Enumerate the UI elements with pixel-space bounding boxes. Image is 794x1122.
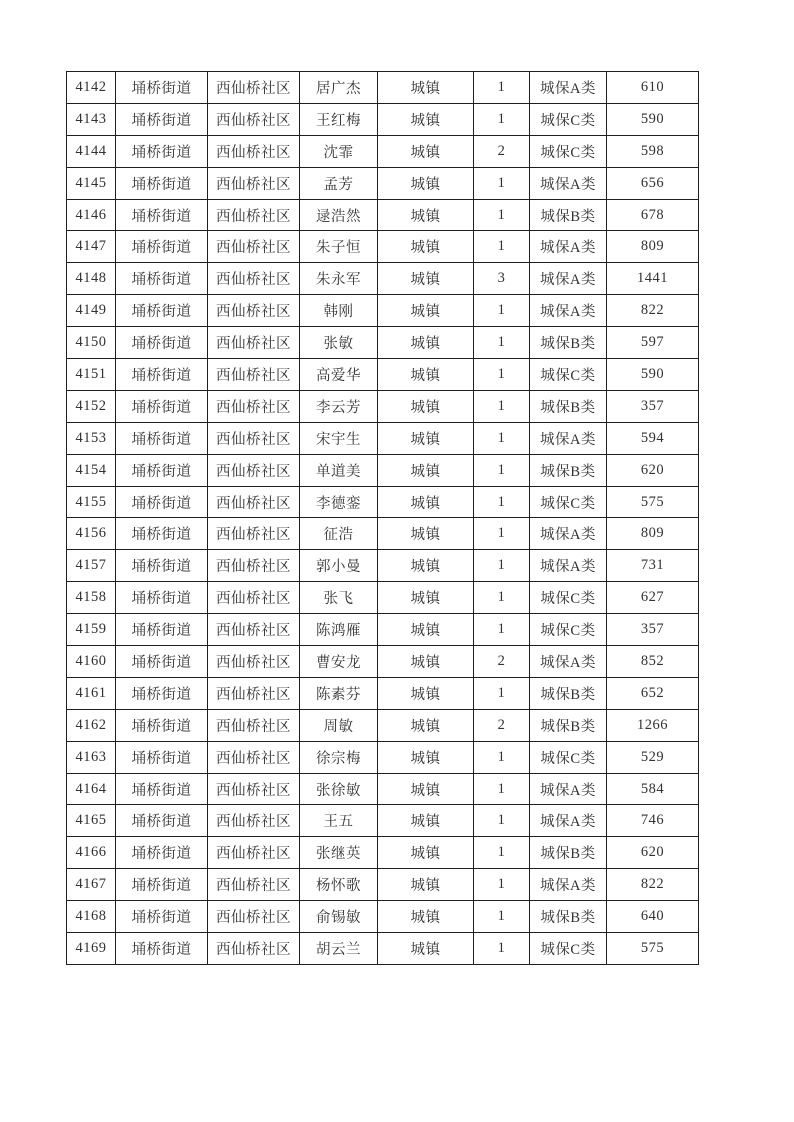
cell-community: 西仙桥社区 bbox=[208, 359, 300, 391]
table-row bbox=[67, 582, 699, 614]
cell-community: 西仙桥社区 bbox=[208, 550, 300, 582]
cell-street: 埇桥街道 bbox=[116, 550, 208, 582]
cell-category: 城保C类 bbox=[530, 933, 607, 965]
cell-street: 埇桥街道 bbox=[116, 805, 208, 837]
cell-street: 埇桥街道 bbox=[116, 518, 208, 550]
cell-area-type: 城镇 bbox=[378, 805, 474, 837]
cell-serial: 4144 bbox=[67, 135, 116, 167]
cell-category: 城保B类 bbox=[530, 677, 607, 709]
cell-person-count: 1 bbox=[474, 933, 530, 965]
cell-community: 西仙桥社区 bbox=[208, 582, 300, 614]
cell-amount: 594 bbox=[607, 422, 699, 454]
table-row bbox=[67, 103, 699, 135]
cell-serial: 4142 bbox=[67, 72, 116, 104]
cell-serial: 4147 bbox=[67, 231, 116, 263]
cell-person-count: 1 bbox=[474, 837, 530, 869]
cell-area-type: 城镇 bbox=[378, 550, 474, 582]
cell-street: 埇桥街道 bbox=[116, 869, 208, 901]
cell-amount: 731 bbox=[607, 550, 699, 582]
table-row bbox=[67, 199, 699, 231]
cell-serial: 4152 bbox=[67, 390, 116, 422]
table-row bbox=[67, 167, 699, 199]
cell-street: 埇桥街道 bbox=[116, 231, 208, 263]
cell-street: 埇桥街道 bbox=[116, 901, 208, 933]
cell-street: 埇桥街道 bbox=[116, 263, 208, 295]
cell-area-type: 城镇 bbox=[378, 263, 474, 295]
cell-community: 西仙桥社区 bbox=[208, 805, 300, 837]
cell-community: 西仙桥社区 bbox=[208, 933, 300, 965]
cell-area-type: 城镇 bbox=[378, 103, 474, 135]
cell-amount: 590 bbox=[607, 359, 699, 391]
cell-serial: 4150 bbox=[67, 327, 116, 359]
cell-category: 城保A类 bbox=[530, 263, 607, 295]
cell-person-name: 李德銮 bbox=[300, 486, 378, 518]
cell-amount: 357 bbox=[607, 390, 699, 422]
table-row bbox=[67, 869, 699, 901]
cell-community: 西仙桥社区 bbox=[208, 869, 300, 901]
cell-amount: 678 bbox=[607, 199, 699, 231]
cell-person-name: 徐宗梅 bbox=[300, 741, 378, 773]
cell-person-count: 1 bbox=[474, 773, 530, 805]
cell-person-count: 1 bbox=[474, 422, 530, 454]
cell-area-type: 城镇 bbox=[378, 901, 474, 933]
cell-street: 埇桥街道 bbox=[116, 327, 208, 359]
cell-person-name: 张敏 bbox=[300, 327, 378, 359]
table-row bbox=[67, 72, 699, 104]
table-row bbox=[67, 709, 699, 741]
cell-street: 埇桥街道 bbox=[116, 135, 208, 167]
cell-area-type: 城镇 bbox=[378, 135, 474, 167]
cell-serial: 4156 bbox=[67, 518, 116, 550]
table-body bbox=[67, 72, 699, 965]
cell-category: 城保B类 bbox=[530, 837, 607, 869]
cell-street: 埇桥街道 bbox=[116, 582, 208, 614]
cell-street: 埇桥街道 bbox=[116, 773, 208, 805]
cell-person-count: 1 bbox=[474, 390, 530, 422]
table-row bbox=[67, 773, 699, 805]
cell-category: 城保A类 bbox=[530, 550, 607, 582]
cell-person-name: 逯浩然 bbox=[300, 199, 378, 231]
cell-area-type: 城镇 bbox=[378, 454, 474, 486]
cell-street: 埇桥街道 bbox=[116, 199, 208, 231]
table-row bbox=[67, 359, 699, 391]
cell-serial: 4169 bbox=[67, 933, 116, 965]
cell-amount: 590 bbox=[607, 103, 699, 135]
cell-community: 西仙桥社区 bbox=[208, 646, 300, 678]
cell-person-name: 孟芳 bbox=[300, 167, 378, 199]
cell-person-count: 1 bbox=[474, 518, 530, 550]
table-row bbox=[67, 295, 699, 327]
table-row bbox=[67, 550, 699, 582]
cell-person-count: 1 bbox=[474, 869, 530, 901]
cell-area-type: 城镇 bbox=[378, 741, 474, 773]
cell-area-type: 城镇 bbox=[378, 614, 474, 646]
cell-person-count: 1 bbox=[474, 167, 530, 199]
cell-street: 埇桥街道 bbox=[116, 709, 208, 741]
table-row bbox=[67, 390, 699, 422]
cell-area-type: 城镇 bbox=[378, 518, 474, 550]
cell-community: 西仙桥社区 bbox=[208, 677, 300, 709]
cell-category: 城保B类 bbox=[530, 901, 607, 933]
cell-person-count: 1 bbox=[474, 103, 530, 135]
cell-person-name: 周敏 bbox=[300, 709, 378, 741]
cell-serial: 4143 bbox=[67, 103, 116, 135]
cell-person-count: 3 bbox=[474, 263, 530, 295]
cell-person-name: 张徐敏 bbox=[300, 773, 378, 805]
cell-person-count: 1 bbox=[474, 550, 530, 582]
cell-category: 城保B类 bbox=[530, 709, 607, 741]
table-row bbox=[67, 422, 699, 454]
cell-area-type: 城镇 bbox=[378, 677, 474, 709]
cell-person-count: 1 bbox=[474, 582, 530, 614]
cell-area-type: 城镇 bbox=[378, 869, 474, 901]
cell-serial: 4153 bbox=[67, 422, 116, 454]
cell-person-name: 曹安龙 bbox=[300, 646, 378, 678]
cell-area-type: 城镇 bbox=[378, 582, 474, 614]
cell-area-type: 城镇 bbox=[378, 837, 474, 869]
cell-amount: 575 bbox=[607, 486, 699, 518]
cell-serial: 4159 bbox=[67, 614, 116, 646]
cell-category: 城保C类 bbox=[530, 741, 607, 773]
cell-person-count: 2 bbox=[474, 646, 530, 678]
cell-person-name: 俞锡敏 bbox=[300, 901, 378, 933]
cell-person-name: 朱永军 bbox=[300, 263, 378, 295]
cell-person-name: 王红梅 bbox=[300, 103, 378, 135]
cell-area-type: 城镇 bbox=[378, 327, 474, 359]
cell-amount: 627 bbox=[607, 582, 699, 614]
cell-person-name: 沈霏 bbox=[300, 135, 378, 167]
cell-category: 城保B类 bbox=[530, 199, 607, 231]
cell-area-type: 城镇 bbox=[378, 933, 474, 965]
table-row bbox=[67, 837, 699, 869]
cell-area-type: 城镇 bbox=[378, 422, 474, 454]
cell-serial: 4157 bbox=[67, 550, 116, 582]
cell-community: 西仙桥社区 bbox=[208, 199, 300, 231]
cell-person-count: 1 bbox=[474, 614, 530, 646]
cell-person-count: 1 bbox=[474, 454, 530, 486]
cell-amount: 822 bbox=[607, 869, 699, 901]
cell-serial: 4154 bbox=[67, 454, 116, 486]
table-row bbox=[67, 933, 699, 965]
cell-person-name: 张飞 bbox=[300, 582, 378, 614]
cell-community: 西仙桥社区 bbox=[208, 709, 300, 741]
cell-person-name: 陈鸿雁 bbox=[300, 614, 378, 646]
cell-community: 西仙桥社区 bbox=[208, 518, 300, 550]
cell-street: 埇桥街道 bbox=[116, 359, 208, 391]
cell-community: 西仙桥社区 bbox=[208, 422, 300, 454]
cell-person-count: 1 bbox=[474, 901, 530, 933]
cell-amount: 584 bbox=[607, 773, 699, 805]
cell-area-type: 城镇 bbox=[378, 231, 474, 263]
cell-street: 埇桥街道 bbox=[116, 741, 208, 773]
cell-person-name: 居广杰 bbox=[300, 72, 378, 104]
cell-category: 城保A类 bbox=[530, 422, 607, 454]
cell-amount: 529 bbox=[607, 741, 699, 773]
cell-community: 西仙桥社区 bbox=[208, 135, 300, 167]
cell-area-type: 城镇 bbox=[378, 709, 474, 741]
cell-person-count: 1 bbox=[474, 741, 530, 773]
cell-area-type: 城镇 bbox=[378, 72, 474, 104]
cell-category: 城保A类 bbox=[530, 231, 607, 263]
cell-category: 城保A类 bbox=[530, 869, 607, 901]
cell-community: 西仙桥社区 bbox=[208, 614, 300, 646]
cell-person-name: 杨怀歌 bbox=[300, 869, 378, 901]
cell-serial: 4148 bbox=[67, 263, 116, 295]
cell-serial: 4146 bbox=[67, 199, 116, 231]
cell-category: 城保A类 bbox=[530, 167, 607, 199]
cell-person-name: 胡云兰 bbox=[300, 933, 378, 965]
cell-serial: 4158 bbox=[67, 582, 116, 614]
cell-serial: 4164 bbox=[67, 773, 116, 805]
cell-community: 西仙桥社区 bbox=[208, 295, 300, 327]
cell-street: 埇桥街道 bbox=[116, 646, 208, 678]
cell-person-count: 1 bbox=[474, 231, 530, 263]
cell-community: 西仙桥社区 bbox=[208, 837, 300, 869]
cell-amount: 652 bbox=[607, 677, 699, 709]
cell-community: 西仙桥社区 bbox=[208, 486, 300, 518]
benefits-table bbox=[66, 71, 699, 965]
table-row bbox=[67, 901, 699, 933]
cell-serial: 4162 bbox=[67, 709, 116, 741]
cell-person-name: 朱子恒 bbox=[300, 231, 378, 263]
cell-category: 城保C类 bbox=[530, 359, 607, 391]
cell-amount: 620 bbox=[607, 454, 699, 486]
cell-area-type: 城镇 bbox=[378, 486, 474, 518]
cell-street: 埇桥街道 bbox=[116, 614, 208, 646]
cell-person-count: 2 bbox=[474, 709, 530, 741]
cell-serial: 4167 bbox=[67, 869, 116, 901]
cell-community: 西仙桥社区 bbox=[208, 741, 300, 773]
cell-amount: 620 bbox=[607, 837, 699, 869]
cell-street: 埇桥街道 bbox=[116, 486, 208, 518]
cell-serial: 4151 bbox=[67, 359, 116, 391]
cell-person-name: 王五 bbox=[300, 805, 378, 837]
cell-community: 西仙桥社区 bbox=[208, 263, 300, 295]
table-row bbox=[67, 646, 699, 678]
cell-street: 埇桥街道 bbox=[116, 677, 208, 709]
cell-category: 城保A类 bbox=[530, 295, 607, 327]
cell-serial: 4168 bbox=[67, 901, 116, 933]
cell-person-name: 韩刚 bbox=[300, 295, 378, 327]
table-row bbox=[67, 231, 699, 263]
cell-person-count: 1 bbox=[474, 805, 530, 837]
cell-amount: 598 bbox=[607, 135, 699, 167]
cell-area-type: 城镇 bbox=[378, 646, 474, 678]
cell-category: 城保A类 bbox=[530, 805, 607, 837]
table-row bbox=[67, 327, 699, 359]
table-row bbox=[67, 677, 699, 709]
cell-amount: 640 bbox=[607, 901, 699, 933]
cell-community: 西仙桥社区 bbox=[208, 901, 300, 933]
cell-category: 城保A类 bbox=[530, 518, 607, 550]
cell-category: 城保A类 bbox=[530, 646, 607, 678]
cell-person-count: 1 bbox=[474, 327, 530, 359]
cell-category: 城保B类 bbox=[530, 454, 607, 486]
table-row bbox=[67, 454, 699, 486]
cell-category: 城保C类 bbox=[530, 103, 607, 135]
cell-area-type: 城镇 bbox=[378, 167, 474, 199]
table-row bbox=[67, 614, 699, 646]
cell-serial: 4166 bbox=[67, 837, 116, 869]
cell-street: 埇桥街道 bbox=[116, 454, 208, 486]
table-row bbox=[67, 518, 699, 550]
cell-person-name: 陈素芬 bbox=[300, 677, 378, 709]
cell-street: 埇桥街道 bbox=[116, 167, 208, 199]
cell-amount: 610 bbox=[607, 72, 699, 104]
cell-category: 城保B类 bbox=[530, 390, 607, 422]
cell-amount: 656 bbox=[607, 167, 699, 199]
cell-category: 城保A类 bbox=[530, 72, 607, 104]
cell-amount: 809 bbox=[607, 231, 699, 263]
cell-community: 西仙桥社区 bbox=[208, 72, 300, 104]
cell-street: 埇桥街道 bbox=[116, 422, 208, 454]
cell-amount: 822 bbox=[607, 295, 699, 327]
cell-area-type: 城镇 bbox=[378, 359, 474, 391]
cell-amount: 809 bbox=[607, 518, 699, 550]
cell-amount: 575 bbox=[607, 933, 699, 965]
cell-category: 城保A类 bbox=[530, 773, 607, 805]
cell-amount: 357 bbox=[607, 614, 699, 646]
cell-person-name: 郭小曼 bbox=[300, 550, 378, 582]
table-row bbox=[67, 486, 699, 518]
cell-street: 埇桥街道 bbox=[116, 295, 208, 327]
cell-amount: 852 bbox=[607, 646, 699, 678]
cell-street: 埇桥街道 bbox=[116, 390, 208, 422]
cell-person-name: 单道美 bbox=[300, 454, 378, 486]
table-row bbox=[67, 805, 699, 837]
cell-area-type: 城镇 bbox=[378, 390, 474, 422]
cell-category: 城保C类 bbox=[530, 614, 607, 646]
cell-amount: 746 bbox=[607, 805, 699, 837]
cell-person-name: 高爱华 bbox=[300, 359, 378, 391]
cell-person-name: 宋宇生 bbox=[300, 422, 378, 454]
cell-community: 西仙桥社区 bbox=[208, 454, 300, 486]
cell-person-count: 1 bbox=[474, 677, 530, 709]
cell-category: 城保C类 bbox=[530, 135, 607, 167]
cell-community: 西仙桥社区 bbox=[208, 103, 300, 135]
cell-category: 城保C类 bbox=[530, 486, 607, 518]
table-row bbox=[67, 263, 699, 295]
cell-serial: 4145 bbox=[67, 167, 116, 199]
cell-serial: 4165 bbox=[67, 805, 116, 837]
cell-person-count: 2 bbox=[474, 135, 530, 167]
cell-person-name: 征浩 bbox=[300, 518, 378, 550]
cell-amount: 1441 bbox=[607, 263, 699, 295]
cell-street: 埇桥街道 bbox=[116, 933, 208, 965]
table-row bbox=[67, 741, 699, 773]
cell-person-name: 李云芳 bbox=[300, 390, 378, 422]
cell-person-count: 1 bbox=[474, 295, 530, 327]
cell-community: 西仙桥社区 bbox=[208, 390, 300, 422]
cell-street: 埇桥街道 bbox=[116, 103, 208, 135]
cell-street: 埇桥街道 bbox=[116, 837, 208, 869]
table-row bbox=[67, 135, 699, 167]
cell-area-type: 城镇 bbox=[378, 295, 474, 327]
cell-area-type: 城镇 bbox=[378, 773, 474, 805]
cell-serial: 4155 bbox=[67, 486, 116, 518]
cell-serial: 4163 bbox=[67, 741, 116, 773]
cell-person-name: 张继英 bbox=[300, 837, 378, 869]
cell-community: 西仙桥社区 bbox=[208, 231, 300, 263]
cell-person-count: 1 bbox=[474, 72, 530, 104]
cell-community: 西仙桥社区 bbox=[208, 327, 300, 359]
cell-person-count: 1 bbox=[474, 486, 530, 518]
cell-serial: 4149 bbox=[67, 295, 116, 327]
cell-community: 西仙桥社区 bbox=[208, 773, 300, 805]
cell-street: 埇桥街道 bbox=[116, 72, 208, 104]
cell-person-count: 1 bbox=[474, 199, 530, 231]
cell-person-count: 1 bbox=[474, 359, 530, 391]
cell-amount: 597 bbox=[607, 327, 699, 359]
cell-category: 城保B类 bbox=[530, 327, 607, 359]
cell-serial: 4161 bbox=[67, 677, 116, 709]
cell-amount: 1266 bbox=[607, 709, 699, 741]
cell-area-type: 城镇 bbox=[378, 199, 474, 231]
cell-serial: 4160 bbox=[67, 646, 116, 678]
cell-community: 西仙桥社区 bbox=[208, 167, 300, 199]
cell-category: 城保C类 bbox=[530, 582, 607, 614]
